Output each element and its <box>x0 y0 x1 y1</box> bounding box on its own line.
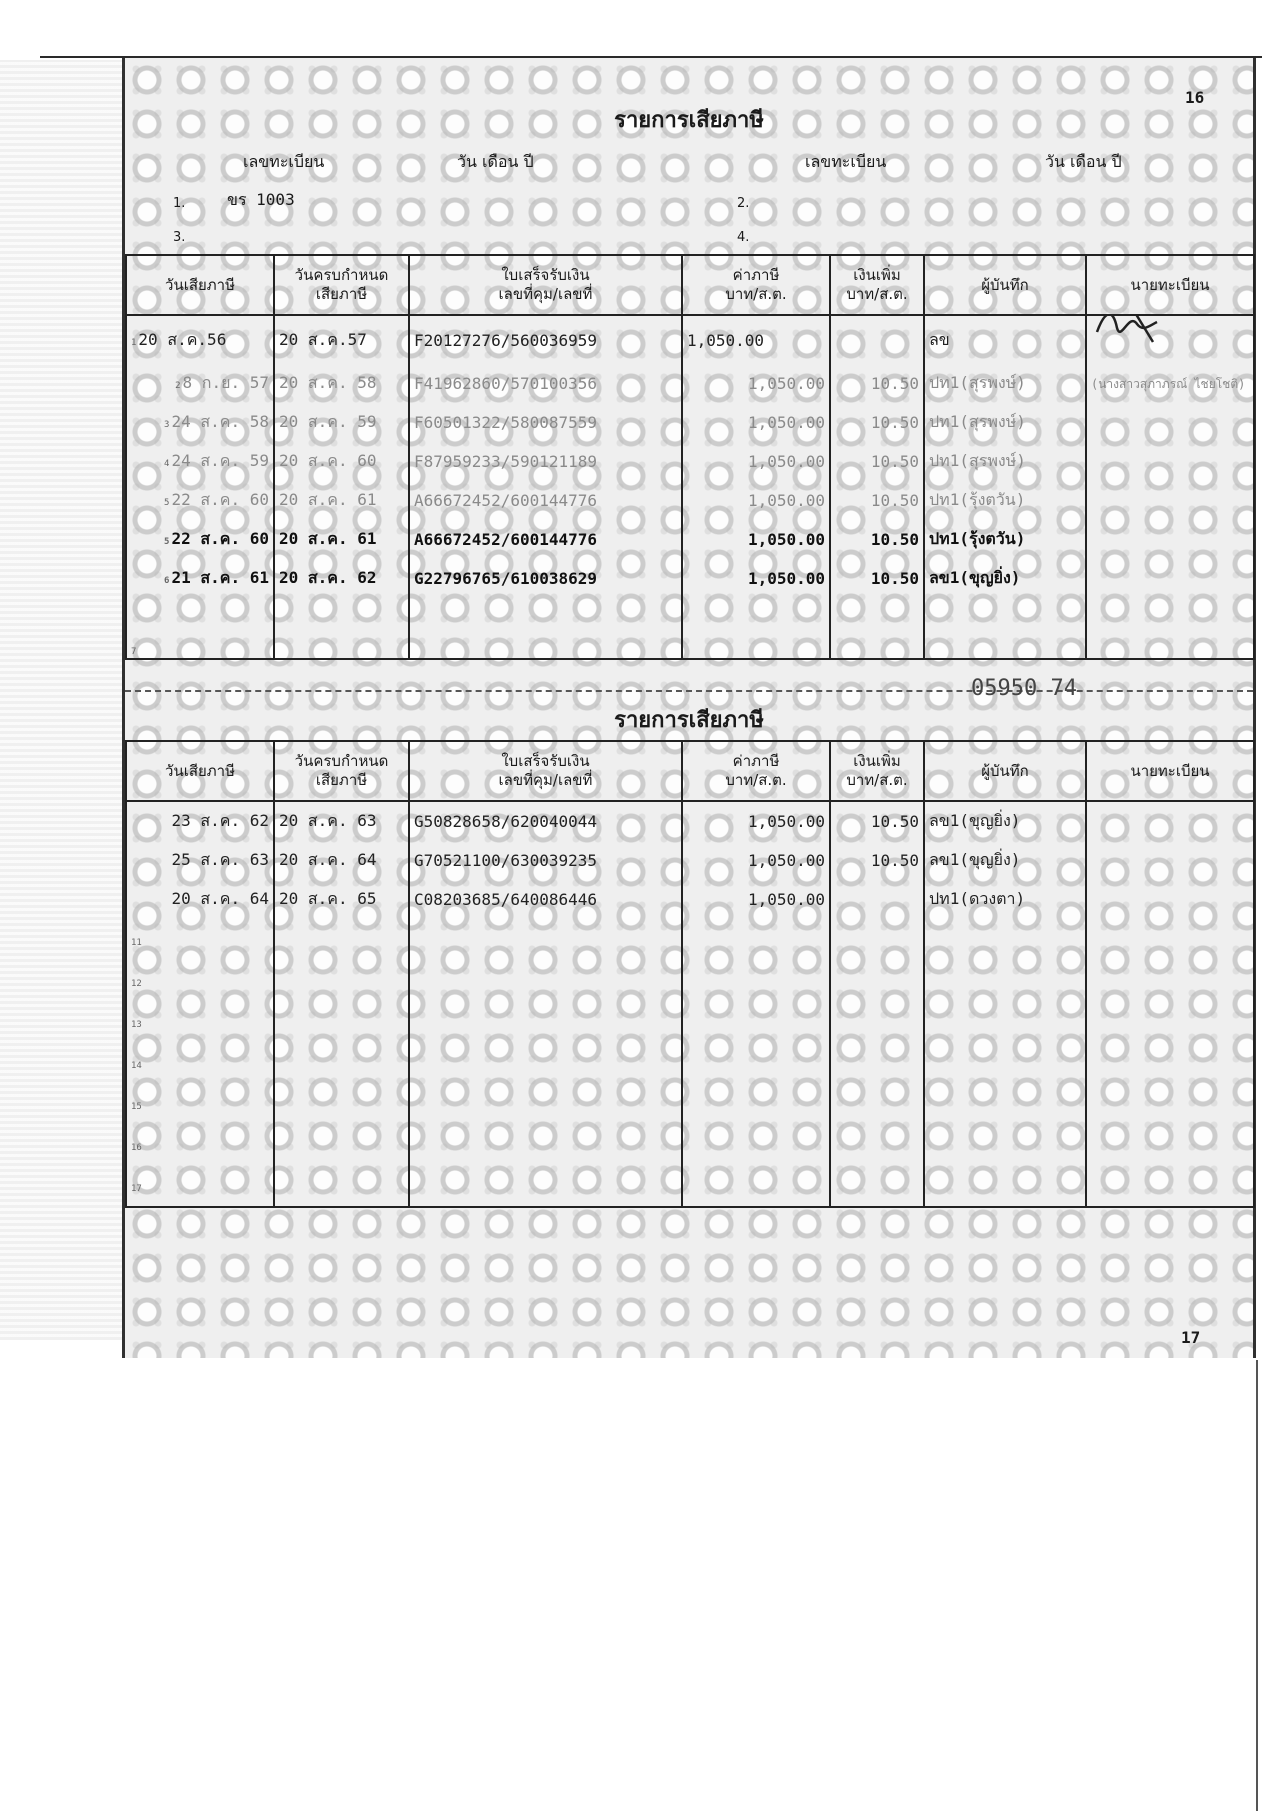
plate-number: ขร 1003 <box>227 190 295 209</box>
col-header-registrar <box>1086 741 1254 801</box>
table-row <box>126 1042 1254 1083</box>
cell-surcharge <box>830 315 924 364</box>
cell-receipt: G70521100/630039235 <box>409 841 682 880</box>
row-number: 5 <box>164 537 170 547</box>
header-label: ผู้บันทึก <box>981 761 1029 780</box>
row-number: 5 <box>164 498 170 508</box>
cell-recorder: ปท1(ดวงตา) <box>924 880 1086 919</box>
table-row <box>126 403 1254 442</box>
tax-section-bottom <box>125 698 1253 1358</box>
cell-registrar <box>1086 1001 1254 1042</box>
table-row <box>126 1083 1254 1124</box>
col-header-surcharge <box>830 741 924 801</box>
cell-paid-date <box>126 919 274 960</box>
cell-recorder <box>924 1165 1086 1207</box>
reg-row-num: 4. <box>737 230 750 245</box>
cell-paid-date <box>126 598 274 659</box>
cell-tax <box>682 919 830 960</box>
col-header-tax <box>682 741 830 801</box>
page-number-bottom: 17 <box>1181 1328 1201 1347</box>
paid-date: 24 ส.ค. 58 <box>171 412 269 431</box>
cell-tax: 1,050.00 <box>682 880 830 919</box>
cell-tax <box>682 598 830 659</box>
cell-registrar <box>1086 315 1254 364</box>
cell-surcharge <box>830 598 924 659</box>
cell-registrar <box>1086 403 1254 442</box>
cell-recorder <box>924 598 1086 659</box>
cell-tax <box>682 1165 830 1207</box>
cell-recorder <box>924 1001 1086 1042</box>
tax-record-page <box>122 58 1256 1358</box>
table-row <box>126 1165 1254 1207</box>
reg-row-num: 2. <box>737 196 750 211</box>
cell-registrar <box>1086 559 1254 598</box>
cell-paid-date <box>126 403 274 442</box>
cell-surcharge <box>830 1165 924 1207</box>
cell-receipt: G22796765/610038629 <box>409 559 682 598</box>
tax-table-top <box>125 254 1255 660</box>
col-header-surcharge <box>830 255 924 315</box>
cell-due-date: 20 ส.ค.57 <box>274 315 409 364</box>
cell-receipt <box>409 1165 682 1207</box>
table-row <box>126 481 1254 520</box>
table-row <box>126 841 1254 880</box>
header-label: ใบเสร็จรับเงิน เลขที่คุม/เลขที่ <box>498 752 593 789</box>
cell-paid-date <box>126 559 274 598</box>
cell-registrar <box>1086 442 1254 481</box>
table-row <box>126 364 1254 403</box>
col-header-due-date <box>274 741 409 801</box>
cell-due-date: 20 ส.ค. 64 <box>274 841 409 880</box>
cell-receipt: F60501322/580087559 <box>409 403 682 442</box>
header-label: เงินเพิ่ม บาท/ส.ต. <box>846 266 908 303</box>
section-title: รายการเสียภาษี <box>614 107 764 133</box>
cell-recorder: ลข1(ขุญยิ่ง) <box>924 559 1086 598</box>
registrar-name-note: (นางสาวสุภาภรณ์ ไชยโชติ) <box>1091 377 1246 391</box>
cell-registrar <box>1086 364 1254 403</box>
cell-surcharge: 10.50 <box>830 801 924 841</box>
cell-registrar <box>1086 481 1254 520</box>
cell-registrar <box>1086 919 1254 960</box>
cell-paid-date <box>126 481 274 520</box>
cell-paid-date <box>126 1165 274 1207</box>
row-number: 11 <box>131 938 142 948</box>
col-header-receipt <box>409 741 682 801</box>
cell-surcharge: 10.50 <box>830 559 924 598</box>
cell-tax <box>682 1042 830 1083</box>
row-number: 17 <box>131 1184 142 1194</box>
plate-label-left: เลขทะเบียน <box>243 152 325 171</box>
cell-tax: 1,050.00 <box>682 442 830 481</box>
cell-tax: 1,050.00 <box>682 841 830 880</box>
cell-registrar <box>1086 801 1254 841</box>
cell-registrar <box>1086 1124 1254 1165</box>
cell-receipt <box>409 960 682 1001</box>
cell-surcharge: 10.50 <box>830 481 924 520</box>
cell-paid-date <box>126 1083 274 1124</box>
cell-surcharge <box>830 1042 924 1083</box>
cell-receipt <box>409 1001 682 1042</box>
col-header-tax <box>682 255 830 315</box>
col-header-recorder <box>924 741 1086 801</box>
cell-due-date: 20 ส.ค. 62 <box>274 559 409 598</box>
cell-registrar <box>1086 520 1254 559</box>
cell-registrar <box>1086 841 1254 880</box>
cell-due-date: 20 ส.ค. 61 <box>274 520 409 559</box>
stamp-number: 05950 74 <box>971 676 1077 701</box>
paid-date: 23 ส.ค. 62 <box>171 811 269 830</box>
header-label: วันเสียภาษี <box>165 275 235 294</box>
reg-row-num: 3. <box>173 230 186 245</box>
col-header-due-date <box>274 255 409 315</box>
header-label: นายทะเบียน <box>1130 275 1210 294</box>
cell-paid-date <box>126 442 274 481</box>
cell-due-date <box>274 960 409 1001</box>
cell-due-date <box>274 919 409 960</box>
cell-tax: 1,050.00 <box>682 403 830 442</box>
cell-due-date: 20 ส.ค. 65 <box>274 880 409 919</box>
fold-separator <box>125 690 1253 692</box>
cell-receipt <box>409 598 682 659</box>
cell-recorder: ปท1(สุรพงษ์) <box>924 442 1086 481</box>
cell-paid-date <box>126 1001 274 1042</box>
cell-recorder <box>924 1083 1086 1124</box>
table-row <box>126 598 1254 659</box>
cell-receipt: F41962860/570100356 <box>409 364 682 403</box>
cell-due-date: 20 ส.ค. 59 <box>274 403 409 442</box>
signature-icon <box>1091 315 1161 346</box>
cell-tax: 1,050.00 <box>682 315 830 364</box>
row-number: 7 <box>131 647 137 657</box>
cell-paid-date <box>126 1124 274 1165</box>
paid-date: 20 ส.ค. 64 <box>171 889 269 908</box>
paid-date: 21 ส.ค. 61 <box>171 568 269 587</box>
cell-recorder <box>924 1124 1086 1165</box>
col-header-recorder <box>924 255 1086 315</box>
cell-surcharge: 10.50 <box>830 403 924 442</box>
cell-due-date <box>274 1001 409 1042</box>
cell-recorder: ปท1(สุรพงษ์) <box>924 403 1086 442</box>
cell-recorder <box>924 960 1086 1001</box>
cell-tax <box>682 1001 830 1042</box>
cell-receipt: A66672452/600144776 <box>409 520 682 559</box>
header-label: ค่าภาษี บาท/ส.ต. <box>725 266 787 303</box>
row-number: 16 <box>131 1143 142 1153</box>
cell-recorder: ปท1(สุรพงษ์) <box>924 364 1086 403</box>
table-row <box>126 919 1254 960</box>
cell-paid-date <box>126 364 274 403</box>
cell-recorder <box>924 919 1086 960</box>
cell-tax <box>682 1124 830 1165</box>
cell-receipt: A66672452/600144776 <box>409 481 682 520</box>
tax-section-top <box>125 58 1253 678</box>
cell-tax <box>682 960 830 1001</box>
row-number: 1 <box>131 337 137 348</box>
table-row <box>126 559 1254 598</box>
header-label: เงินเพิ่ม บาท/ส.ต. <box>846 752 908 789</box>
table-row <box>126 315 1254 364</box>
cell-registrar <box>1086 598 1254 659</box>
cell-receipt: G50828658/620040044 <box>409 801 682 841</box>
col-header-paid-date <box>126 255 274 315</box>
cell-receipt: F20127276/560036959 <box>409 315 682 364</box>
cell-recorder: ลข1(ขุญยิ่ง) <box>924 841 1086 880</box>
tax-table-bottom <box>125 740 1255 1208</box>
table-row <box>126 960 1254 1001</box>
table-row <box>126 442 1254 481</box>
cell-due-date <box>274 1042 409 1083</box>
cell-due-date <box>274 598 409 659</box>
cell-surcharge: 10.50 <box>830 841 924 880</box>
cell-due-date: 20 ส.ค. 63 <box>274 801 409 841</box>
cell-registrar <box>1086 880 1254 919</box>
cell-surcharge: 10.50 <box>830 364 924 403</box>
cell-surcharge <box>830 880 924 919</box>
header-label: ค่าภาษี บาท/ส.ต. <box>725 752 787 789</box>
cell-registrar <box>1086 960 1254 1001</box>
cell-surcharge <box>830 1124 924 1165</box>
row-number: 14 <box>131 1061 142 1071</box>
section-title: รายการเสียภาษี <box>614 707 764 733</box>
cell-due-date: 20 ส.ค. 61 <box>274 481 409 520</box>
cell-registrar <box>1086 1042 1254 1083</box>
cell-tax: 1,050.00 <box>682 801 830 841</box>
cell-paid-date <box>126 880 274 919</box>
cell-surcharge: 10.50 <box>830 520 924 559</box>
row-number: 3 <box>164 420 170 430</box>
cell-surcharge <box>830 1001 924 1042</box>
cell-tax: 1,050.00 <box>682 481 830 520</box>
header-label: ผู้บันทึก <box>981 275 1029 294</box>
scan-edge-line <box>1256 1360 1258 1811</box>
cell-paid-date <box>126 520 274 559</box>
cell-due-date <box>274 1083 409 1124</box>
header-label: นายทะเบียน <box>1130 761 1210 780</box>
table-row <box>126 520 1254 559</box>
cell-surcharge: 10.50 <box>830 442 924 481</box>
cell-recorder: ปท1(รุ้งตวัน) <box>924 481 1086 520</box>
cell-due-date: 20 ส.ค. 60 <box>274 442 409 481</box>
cell-registrar <box>1086 1083 1254 1124</box>
plate-label-right: เลขทะเบียน <box>805 152 887 171</box>
cell-paid-date <box>126 1042 274 1083</box>
cell-recorder: ลข1(ขุญยิ่ง) <box>924 801 1086 841</box>
scan-shadow <box>0 60 122 1340</box>
table-row <box>126 801 1254 841</box>
cell-receipt: C08203685/640086446 <box>409 880 682 919</box>
cell-recorder <box>924 1042 1086 1083</box>
table-header-row <box>126 255 1254 315</box>
cell-due-date <box>274 1165 409 1207</box>
paid-date: 25 ส.ค. 63 <box>171 850 269 869</box>
paid-date: 24 ส.ค. 59 <box>171 451 269 470</box>
paid-date: 20 ส.ค.56 <box>138 329 227 349</box>
date-label-right: วัน เดือน ปี <box>1045 152 1122 171</box>
cell-paid-date <box>126 960 274 1001</box>
cell-receipt: F87959233/590121189 <box>409 442 682 481</box>
cell-recorder: ปท1(รุ้งตวัน) <box>924 520 1086 559</box>
cell-paid-date <box>126 315 274 364</box>
cell-receipt <box>409 1083 682 1124</box>
table-row <box>126 1001 1254 1042</box>
row-number: 2 <box>175 381 181 391</box>
cell-receipt <box>409 1124 682 1165</box>
row-number: 15 <box>131 1102 142 1112</box>
table-row <box>126 1124 1254 1165</box>
col-header-receipt <box>409 255 682 315</box>
row-number: 4 <box>164 459 170 469</box>
cell-tax: 1,050.00 <box>682 520 830 559</box>
cell-surcharge <box>830 1083 924 1124</box>
cell-registrar <box>1086 1165 1254 1207</box>
header-label: วันครบกำหนด เสียภาษี <box>294 752 389 789</box>
table-row <box>126 880 1254 919</box>
cell-due-date: 20 ส.ค. 58 <box>274 364 409 403</box>
page-number-top: 16 <box>1185 88 1205 107</box>
cell-paid-date <box>126 841 274 880</box>
col-header-paid-date <box>126 741 274 801</box>
row-number: 13 <box>131 1020 142 1030</box>
cell-paid-date <box>126 801 274 841</box>
paid-date: 22 ส.ค. 60 <box>171 490 269 509</box>
paid-date: 22 ส.ค. 60 <box>171 529 269 548</box>
date-label-left: วัน เดือน ปี <box>457 152 534 171</box>
cell-due-date <box>274 1124 409 1165</box>
paid-date: 8 ก.ย. 57 <box>182 373 269 392</box>
cell-tax: 1,050.00 <box>682 364 830 403</box>
header-label: วันครบกำหนด เสียภาษี <box>294 266 389 303</box>
cell-receipt <box>409 1042 682 1083</box>
col-header-registrar <box>1086 255 1254 315</box>
header-label: วันเสียภาษี <box>165 761 235 780</box>
table-header-row <box>126 741 1254 801</box>
row-number: 6 <box>164 576 170 586</box>
reg-row-num: 1. <box>173 196 186 211</box>
header-label: ใบเสร็จรับเงิน เลขที่คุม/เลขที่ <box>498 266 593 303</box>
cell-tax: 1,050.00 <box>682 559 830 598</box>
cell-surcharge <box>830 960 924 1001</box>
cell-receipt <box>409 919 682 960</box>
cell-surcharge <box>830 919 924 960</box>
cell-tax <box>682 1083 830 1124</box>
cell-recorder: ลข <box>924 315 1086 364</box>
row-number: 12 <box>131 979 142 989</box>
